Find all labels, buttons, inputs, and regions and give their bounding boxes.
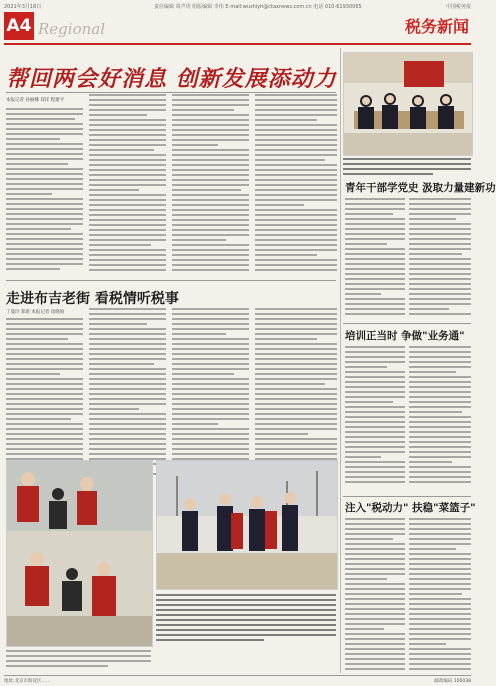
sidebar-story-3-col-a bbox=[345, 518, 405, 673]
issue-date: 2021年3月16日 bbox=[4, 4, 42, 10]
sidebar-divider-1 bbox=[343, 323, 471, 324]
sidebar-story-3-title: 注入"税动力" 扶稳"菜篮子" bbox=[345, 502, 476, 514]
section-english-label: Regional bbox=[38, 20, 106, 38]
brand-name: 中国税务报 bbox=[445, 4, 471, 10]
bottom-photos-caption bbox=[156, 594, 336, 644]
sidebar-story-1-title: 青年干部学党史 汲取力量建新功 bbox=[345, 182, 496, 194]
lead-headline: 帮回两会好消息 创新发展添动力 bbox=[6, 66, 337, 92]
lead-byline: 本报记者 孙丽娜 郑洋 程建平 bbox=[6, 98, 65, 103]
edition-info: 责任编辑 周声玥 组版编辑 李伟 E-mail:wushiyh@ctaxnews.com.cn 电话 010-61930065 bbox=[154, 4, 362, 10]
lower-column-1 bbox=[6, 318, 83, 478]
sidebar-story-2-title: 培训正当时 争做"业务通" bbox=[345, 330, 465, 342]
lower-story-divider bbox=[6, 280, 336, 281]
column-separator bbox=[340, 48, 341, 673]
footer-address: 地址:北京市海淀区…… bbox=[4, 679, 51, 684]
sidebar-story-2-col-b bbox=[409, 346, 471, 486]
section-title: 税务新闻 bbox=[404, 17, 469, 36]
sidebar-divider-2 bbox=[343, 496, 471, 497]
sidebar-story-1-col-a bbox=[345, 198, 405, 318]
sidebar-story-2-col-a bbox=[345, 346, 405, 486]
right-photo-caption bbox=[343, 158, 471, 178]
page-number-badge: A4 bbox=[4, 12, 34, 40]
right-photo-party-study bbox=[343, 52, 473, 156]
lower-story-byline: 丁曼玲 郑新 本报记者 徐晓娟 bbox=[6, 310, 65, 315]
lead-column-3 bbox=[172, 94, 249, 274]
lower-column-2 bbox=[89, 308, 166, 478]
bottom-right-photo bbox=[156, 460, 338, 590]
bottom-left-photo bbox=[6, 460, 153, 647]
page-footer bbox=[4, 675, 471, 685]
sidebar-story-3-col-b bbox=[409, 518, 471, 673]
lower-column-3 bbox=[172, 308, 249, 478]
bottom-left-caption bbox=[6, 650, 151, 670]
footer-postcode: 邮政编码 100038 bbox=[434, 679, 471, 684]
lead-column-1 bbox=[6, 108, 83, 273]
lead-column-2 bbox=[89, 94, 166, 274]
top-info-bar bbox=[4, 2, 471, 10]
sidebar-story-1-col-b bbox=[409, 198, 471, 318]
lower-column-4 bbox=[255, 308, 337, 478]
lead-column-4 bbox=[255, 94, 337, 274]
lower-story-headline: 走进布吉老街 看税情听税事 bbox=[6, 291, 179, 307]
lead-divider bbox=[6, 92, 336, 93]
header-rule bbox=[4, 43, 471, 45]
